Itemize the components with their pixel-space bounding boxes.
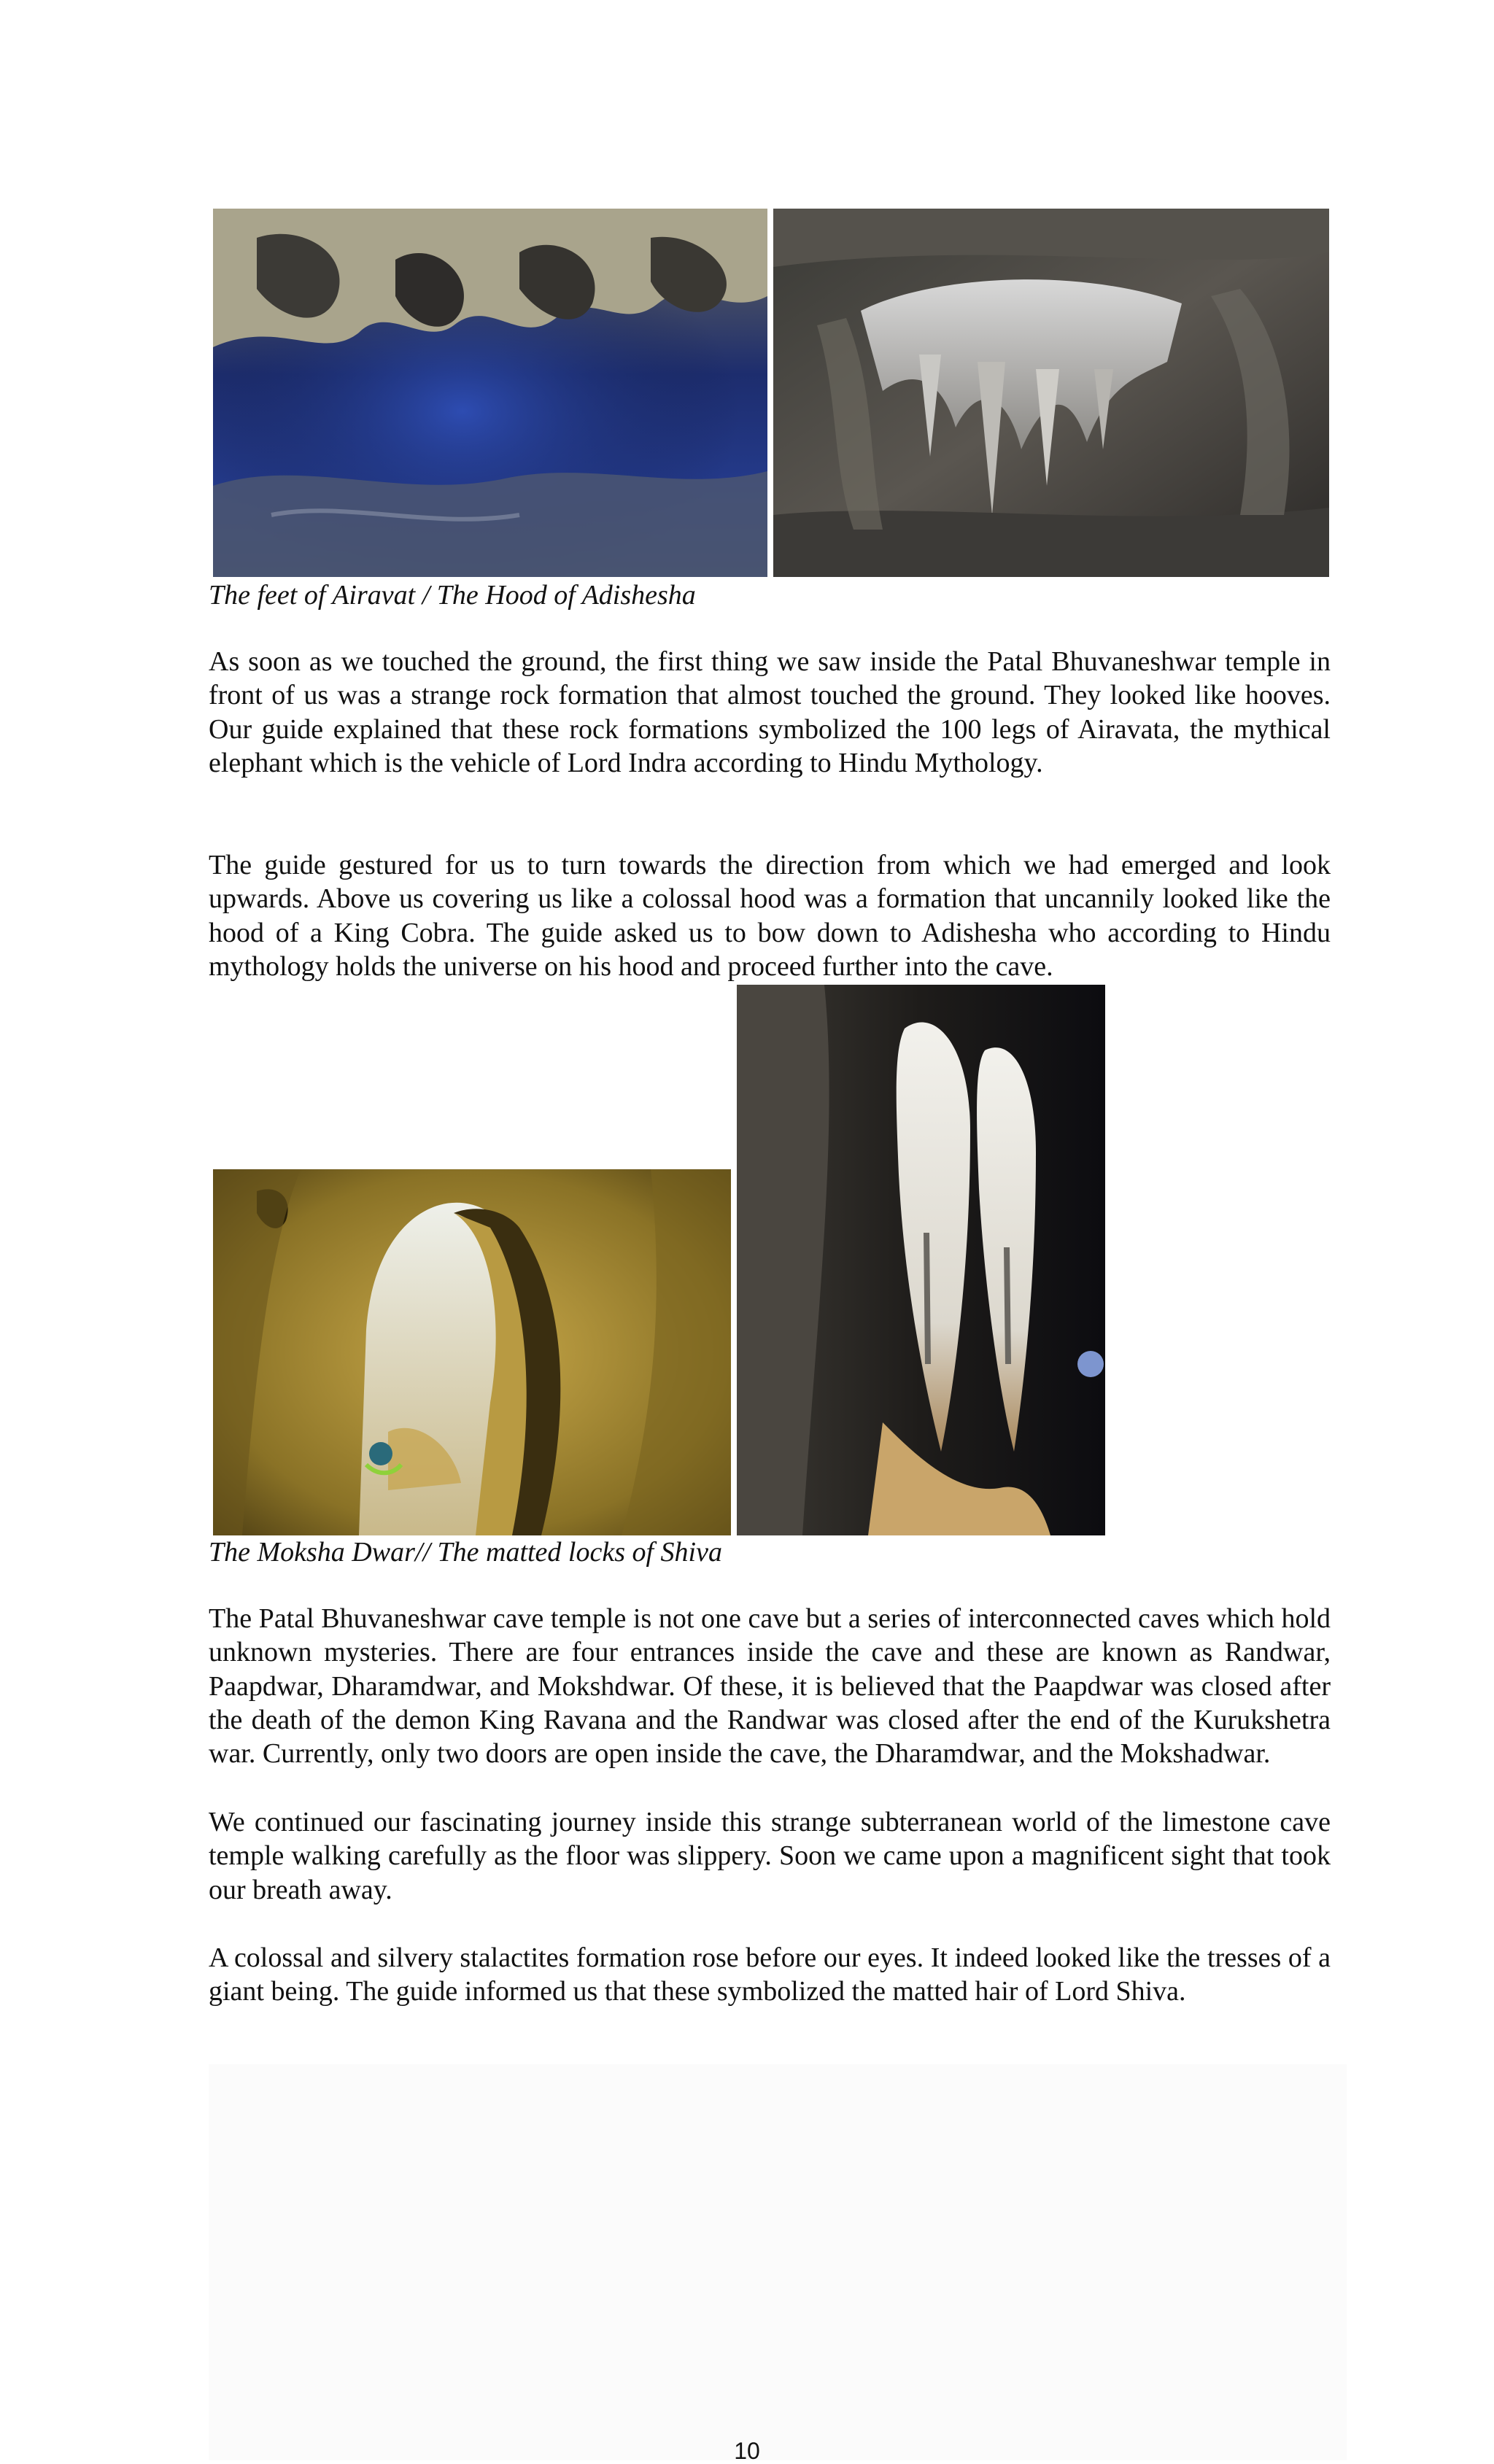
photo-moksha-dwar — [213, 1169, 731, 1535]
photo-feet-of-airavat — [213, 209, 767, 577]
paragraph-stalactites: A colossal and silvery stalactites formation rose before our eyes. It indeed looked like the tresses of a giant being. The guide informed us that these symbolized the matted hair of Lord Shiva. — [209, 1942, 1331, 2007]
caption-moksha-and-shiva: The Moksha Dwar// The matted locks of Shiva — [209, 1537, 722, 1568]
paragraph-cave-doors: The Patal Bhuvaneshwar cave temple is not one cave but a series of interconnected caves which hold unknown mysteries. There are four entrances inside the cave and these are known as Randwar, Paapdwar, Dharamdwar, and Mokshdwar. Of these, it is believed that the Paapdwar was closed after the death of the demon King Ravana and the Randwar was closed after the end of the Kurukshetra war. Currently, only two doors are open inside the cave, the Dharamdwar, and the Mokshadwar. — [209, 1603, 1331, 1770]
photo-hood-of-adishesha — [773, 209, 1329, 577]
photo-matted-locks-of-shiva — [737, 985, 1105, 1535]
paragraph-journey: We continued our fascinating journey inside this strange subterranean world of the limestone cave temple walking carefully as the floor was slippery. Soon we came upon a magnificent sight that took our breath away. — [209, 1807, 1331, 1905]
caption-feet-and-hood: The feet of Airavat / The Hood of Adishesha — [209, 580, 696, 611]
paragraph-adishesha: The guide gestured for us to turn towards the direction from which we had emerged and look upwards. Above us covering us like a colossal hood was a formation that uncannily looked like the hood of a King Cobra. The guide asked us to bow down to Adishesha who according to Hindu mythology holds the universe on his hood and proceed further into the cave. — [209, 850, 1331, 982]
scan-ghost-region — [209, 2064, 1347, 2460]
page-number: 10 — [734, 2438, 760, 2464]
paragraph-airavata: As soon as we touched the ground, the first thing we saw inside the Patal Bhuvaneshwar temple in front of us was a strange rock formation that almost touched the ground. They looked like hooves. Our guide explained that these rock formations symbolized the 100 legs of Airavata, the mythical elephant which is the vehicle of Lord Indra according to Hindu Mythology. — [209, 646, 1331, 778]
